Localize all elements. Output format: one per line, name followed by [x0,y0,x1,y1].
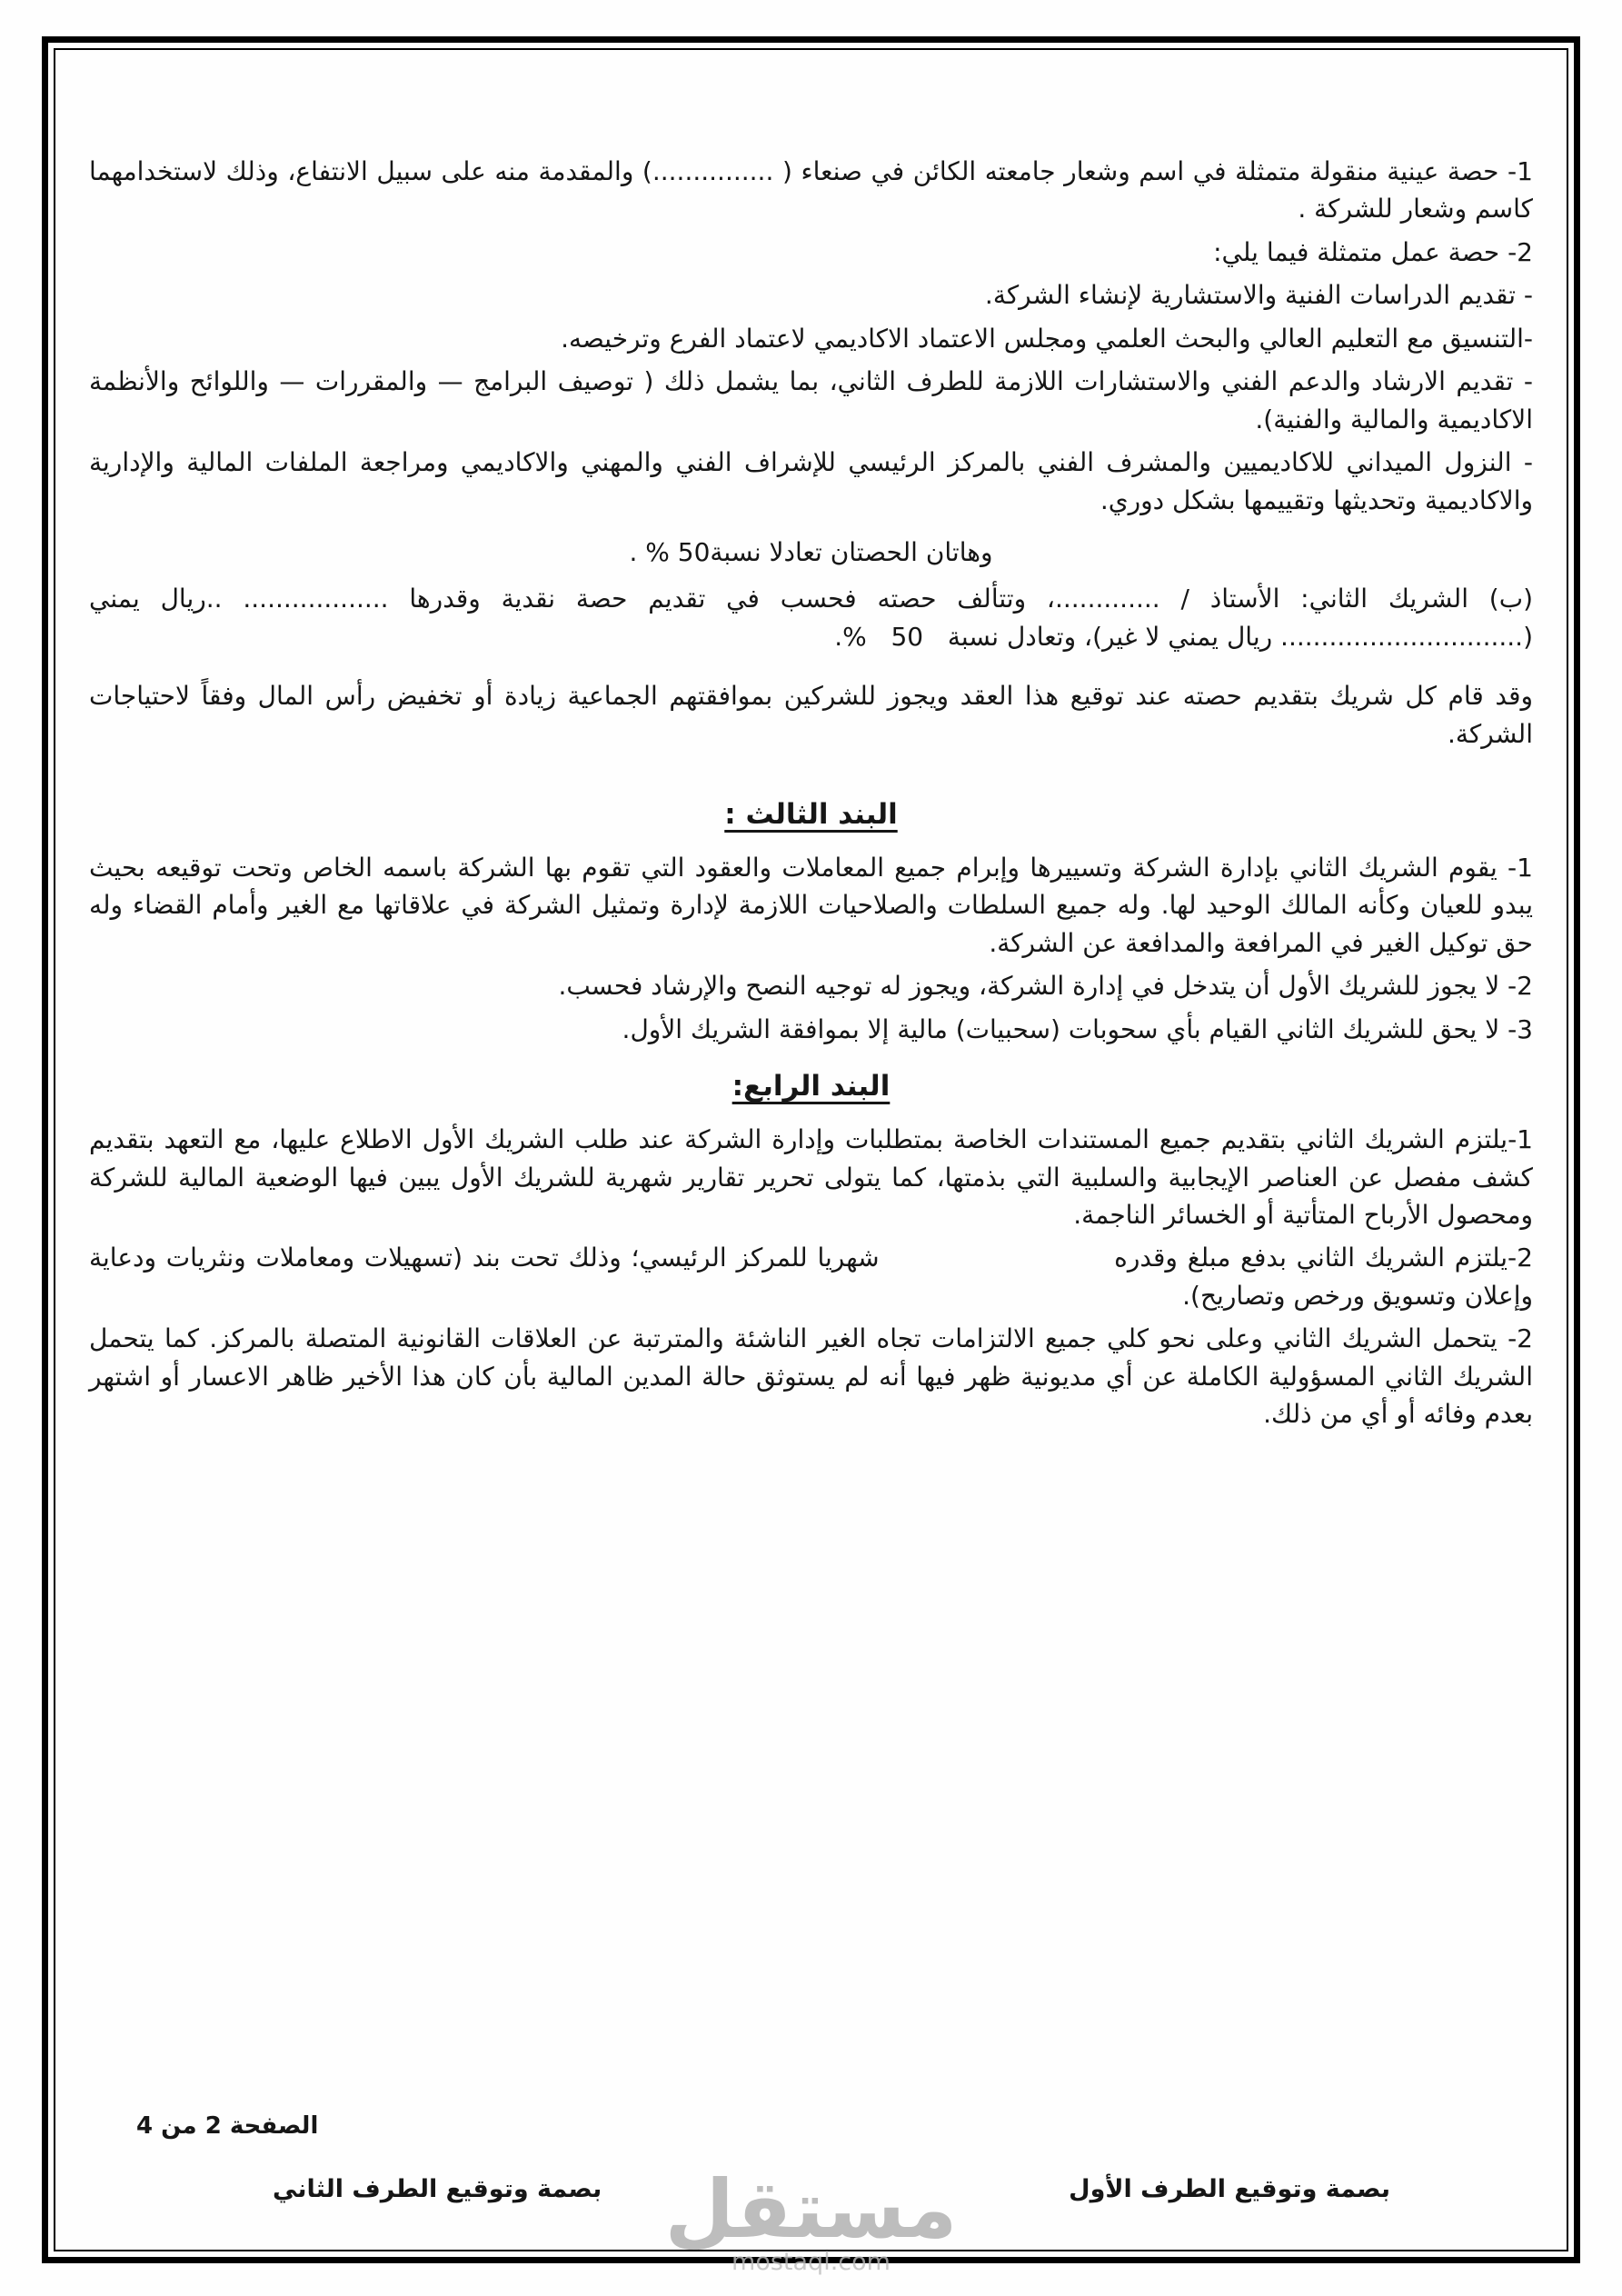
clause4-item-1: 1-يلتزم الشريك الثاني بتقديم جميع المستندات الخاصة بمتطلبات وإدارة الشركة عند طلب الشريك الأول الاطلاع عليها، مع التعهد بتقديم كشف مفصل عن العناصر الإيجابية والسلبية التي بذمتها، كما يتولى تحرير تقارير شهرية للشريك الأول يبين فيها الوضعية المالية للشركة ومحصول الأرباح المتأتية أو الخسائر الناجمة. [89,1124,1533,1230]
paragraph-share-in-kind: 1- حصة عينية منقولة متمثلة في اسم وشعار جامعته الكائن في صنعاء ( ...............) والمقدمة منه على سبيل الانتفاع، وذلك لاستخدامهما كاسم وشعار للشركة . [89,156,1533,225]
clause3-title [89,794,1533,836]
signature-second-party: بصمة وتوقيع الطرف الثاني [273,2175,602,2203]
paragraph-second-partner-share: (ب) الشريك الثاني: الأستاذ / .............، وتتألف حصته فحسب في تقديم حصة نقدية وقدرها .................. ..ريال يمني (.............................. ريال يمني لا غير)، وتعادل نسبة 50 %. [89,584,1533,652]
work-item-guidance: - تقديم الارشاد والدعم الفني والاستشارات اللازمة للطرف الثاني، بما يشمل ذلك ( توصيف البرامج — والمقررات — واللوائح والأنظمة الاكاديمية والمالية والفنية). [89,366,1533,434]
paragraph-share-work-intro: 2- حصة عمل متمثلة فيما يلي: [1213,236,1533,267]
page-number: الصفحة 2 من 4 [136,2112,319,2140]
work-item-studies: - تقديم الدراسات الفنية والاستشارية لإنشاء الشركة. [984,280,1533,311]
clause4-title [89,1066,1533,1108]
paragraph-capital-note: وقد قام كل شريك بتقديم حصته عند توقيع هذا العقد ويجوز للشركين بموافقتهم الجماعية زيادة أو تخفيض رأس المال وفقاً لاحتياجات الشركة. [89,681,1533,749]
watermark-domain: mostaql.com [731,2248,891,2276]
work-item-coordination: -التنسيق مع التعليم العالي والبحث العلمي ومجلس الاعتماد الاكاديمي لاعتماد الفرع وترخيصه. [561,323,1533,354]
work-item-field-visits: - النزول الميداني للاكاديميين والمشرف الفني بالمركز الرئيسي للإشراف الفني والمهني والاكاديمي ومراجعة الملفات المالية والإدارية والاكاديمية وتحديثها وتقييمها بشكل دوري. [89,447,1533,515]
paragraph-shares-equal: وهاتان الحصتان تعادلا نسبة50 % . [629,536,993,567]
watermark-logo-text: مستقل [664,2161,958,2256]
contract-body [89,153,1533,1439]
clause4-item-3: 2- يتحمل الشريك الثاني وعلى نحو كلي جميع الالتزامات تجاه الغير الناشئة والمترتبة عن العلاقات القانونية المتصلة بالمركز. كما يتحمل الشريك الثاني المسؤولية الكاملة عن أي مديونية ظهر فيها أنه لم يستوثق حالة المدين المالية بأن كان هذا الأخير ظاهر الاعسار أو اشتهر بعدم وفائه أو أي من ذلك. [89,1323,1533,1430]
clause3-item-3: 3- لا يحق للشريك الثاني القيام بأي سحوبات (سحبيات) مالية إلا بموافقة الشريك الأول. [622,1013,1533,1044]
clause3-item-1: 1- يقوم الشريك الثاني بإدارة الشركة وتسييرها وإبرام جميع المعاملات والعقود التي تقوم بها الشركة باسمه الخاص وتحت توقيعه بحيث يبدو للعيان وكأنه المالك الوحيد لها. وله جميع السلطات والصلاحيات اللازمة لإدارة وتمثيل الشركة في علاقاتها مع الغير وأمام القضاء وله حق توكيل الغير في المرافعة والمدافعة عن الشركة. [89,853,1533,958]
clause3-title-text: البند الثالث : [724,798,898,832]
clause3-item-2: 2- لا يجوز للشريك الأول أن يتدخل في إدارة الشركة، ويجوز له توجيه النصح والإرشاد فحسب. [558,971,1533,1002]
clause4-title-text: البند الرابع: [731,1070,891,1103]
signature-first-party: بصمة وتوقيع الطرف الأول [1069,2175,1390,2203]
clause4-item-2: 2-يلتزم الشريك الثاني بدفع مبلغ وقدره شهريا للمركز الرئيسي؛ وذلك تحت بند (تسهيلات ومعاملات ونثريات ودعاية وإعلان وتسويق ورخص وتصاريح). [89,1243,1533,1311]
